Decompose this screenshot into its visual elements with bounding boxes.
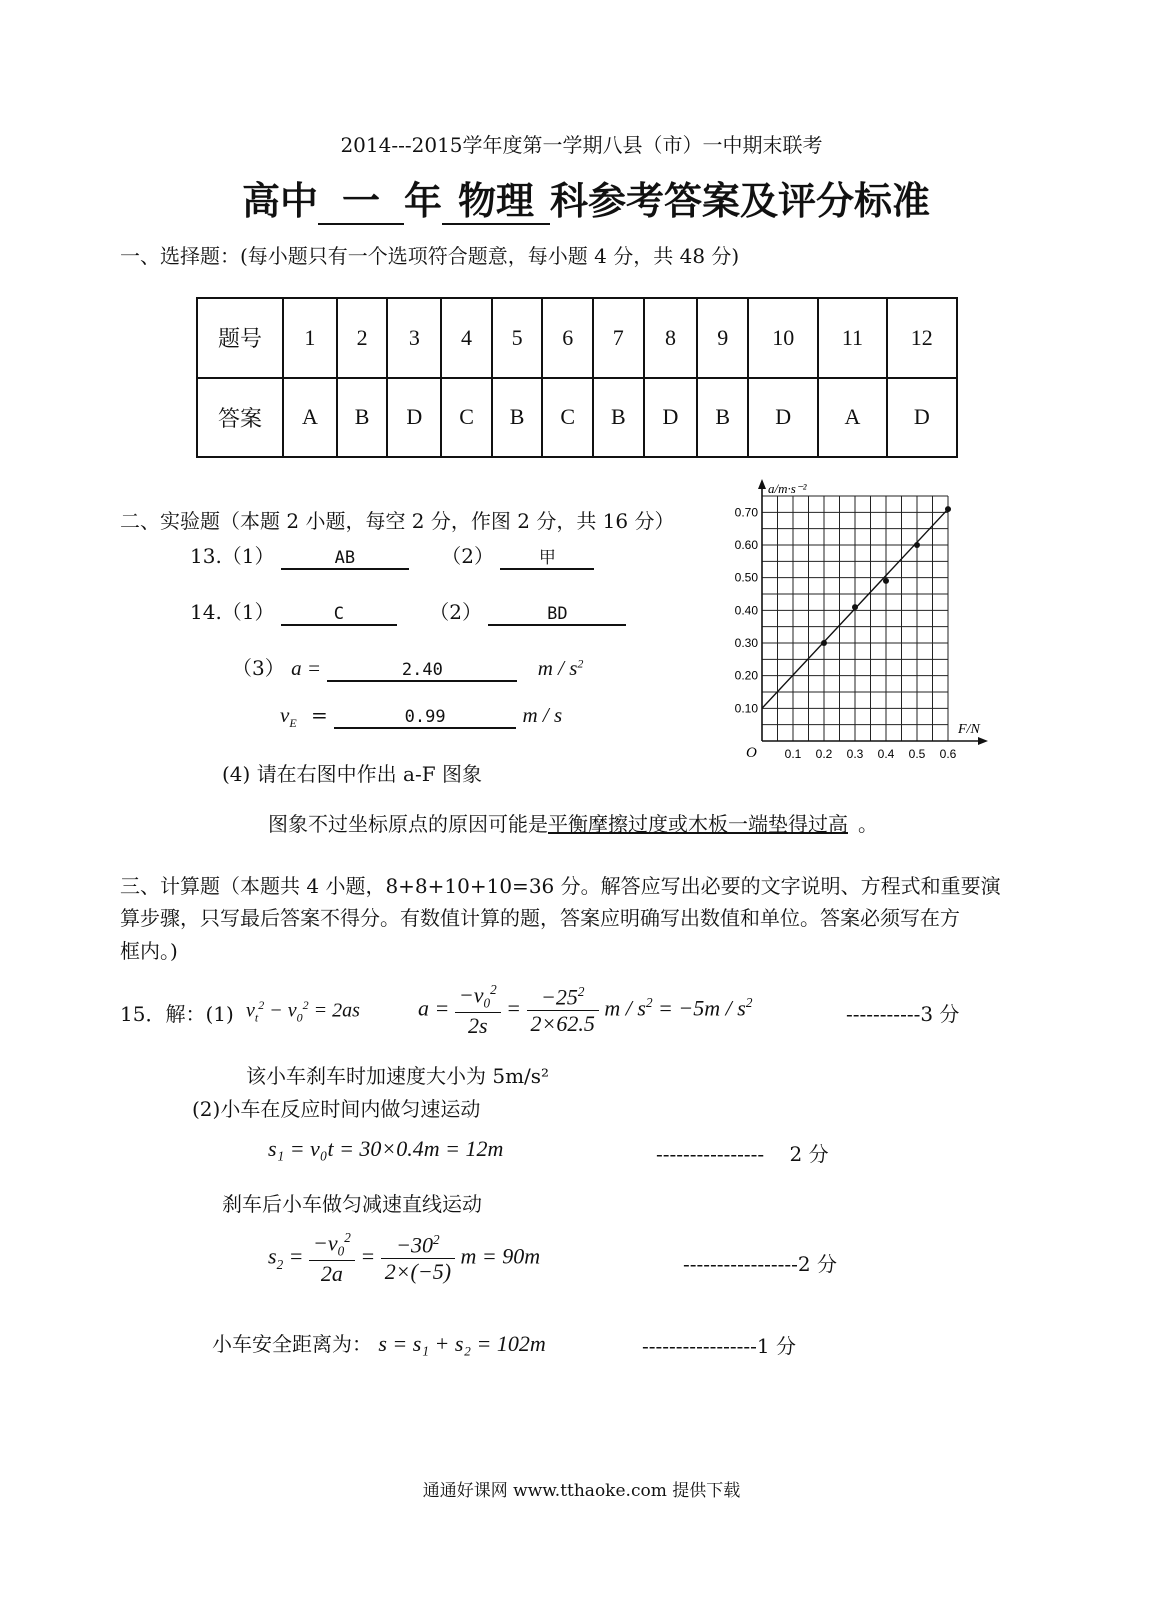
data-point xyxy=(945,506,951,512)
q14-label2: （2） xyxy=(429,600,482,624)
table-cell: 5 xyxy=(492,298,543,378)
data-point xyxy=(883,578,889,584)
q15-safe-formula: s = s₁ + s₂ = 102m xyxy=(378,1331,546,1356)
ve-var: v xyxy=(280,703,290,727)
ve-sub: E xyxy=(289,716,297,730)
y-tick-label: 0.20 xyxy=(734,668,758,683)
q15-safe-line xyxy=(212,1328,546,1357)
section3-heading-line3: 框内。) xyxy=(120,939,178,963)
q15-score1: -----------3 分 xyxy=(846,1002,960,1026)
q13-label2: （2） xyxy=(441,544,494,568)
q13-line xyxy=(190,540,594,570)
reason-prefix: 图象不过坐标原点的原因可能是 xyxy=(268,812,548,836)
data-point xyxy=(852,604,858,610)
section1-heading: 一、选择题：(每小题只有一个选项符合题意，每小题 4 分，共 48 分) xyxy=(120,244,740,268)
q15-score3: -----------------2 分 xyxy=(683,1252,837,1276)
q14-4-line: (4) 请在右图中作出 a-F 图象 xyxy=(222,762,482,786)
reason-line xyxy=(268,808,878,837)
data-point xyxy=(914,542,920,548)
section3-heading-line2: 算步骤，只写最后答案不得分。有数值计算的题，答案应明确写出数值和单位。答案必须写在方 xyxy=(120,906,960,930)
q13-answer2: 甲 xyxy=(500,549,594,570)
y-axis-label: a/m·s⁻² xyxy=(768,481,807,496)
table-cell: 7 xyxy=(593,298,644,378)
q14-3-unit-exp: 2 xyxy=(577,656,584,671)
answer-table xyxy=(196,297,958,458)
title-prefix: 高中 xyxy=(242,179,319,223)
x-tick-label: 0.2 xyxy=(815,747,833,761)
ve-eq: = xyxy=(311,703,328,727)
y-tick-label: 0.70 xyxy=(734,505,758,520)
q14-3-value: 2.40 xyxy=(327,661,517,682)
q14-answer2: BD xyxy=(488,605,626,626)
q15-s1: s₁ = v₀t = 30×0.4m = 12m xyxy=(268,1136,504,1161)
y-tick-label: 0.40 xyxy=(734,603,758,618)
section3-heading-line1: 三、计算题（本题共 4 小题，8+8+10+10=36 分。解答应写出必要的文字说明、方程式和重要演 xyxy=(120,874,1001,898)
q14-3-label: （3） xyxy=(232,656,285,680)
table-cell: 2 xyxy=(337,298,388,378)
q15-formula-2: a = $\frac{-v_0^2}{2s}$ = $\frac{-25^2}{2\times 62.5}$ $m / s^2 = -5m / s^2$ xyxy=(418,982,753,1038)
y-axis-arrow xyxy=(758,479,766,489)
table-cell: C xyxy=(542,378,593,458)
q14-ve-line xyxy=(280,703,562,731)
q15-safe-label: 小车安全距离为： xyxy=(212,1332,372,1356)
q14-answer1: C xyxy=(281,605,397,626)
exam-subtitle: 2014---2015学年度第一学期八县（市）一中期末联考 xyxy=(340,133,823,157)
x-tick-label: 0.3 xyxy=(846,747,864,761)
q14-line xyxy=(190,596,626,626)
table-cell: 6 xyxy=(542,298,593,378)
origin-label: O xyxy=(746,745,757,761)
table-cell: 4 xyxy=(441,298,492,378)
table-row xyxy=(197,298,957,378)
table-cell: B xyxy=(697,378,748,458)
q14-3-unit: m / s xyxy=(537,656,578,680)
x-tick-label: 0.4 xyxy=(877,747,895,761)
q15-part3: 刹车后小车做匀减速直线运动 xyxy=(222,1192,482,1216)
y-tick-label: 0.10 xyxy=(734,701,758,716)
ve-value: 0.99 xyxy=(334,708,516,729)
section2-heading: 二、实验题（本题 2 小题，每空 2 分，作图 2 分，共 16 分） xyxy=(120,509,675,533)
q15-part2: (2)小车在反应时间内做匀速运动 xyxy=(192,1097,481,1121)
x-axis-arrow xyxy=(978,737,988,745)
x-tick-label: 0.6 xyxy=(939,747,957,761)
q13-answer1: AB xyxy=(281,549,409,570)
y-tick-label: 0.50 xyxy=(734,570,758,585)
table-cell: 9 xyxy=(697,298,748,378)
x-tick-label: 0.1 xyxy=(784,747,802,761)
q15-s2-formula: $s_2$ = $\frac{-v_0^2}{2a}$ = $\frac{-30^2}{2\times(-5)}$ m = 90m xyxy=(268,1230,541,1286)
table-cell: B xyxy=(593,378,644,458)
title-blank-grade: 一 xyxy=(318,181,404,225)
table-cell: D xyxy=(644,378,698,458)
q15-note1: 该小车刹车时加速度大小为 5m/s² xyxy=(246,1064,550,1088)
q15-score4: -----------------1 分 xyxy=(642,1334,796,1358)
y-tick-label: 0.60 xyxy=(734,538,758,552)
table-cell: D xyxy=(887,378,957,458)
row-label-answer: 答案 xyxy=(197,378,283,458)
footer-credit: 通通好课网 www.tthaoke.com 提供下载 xyxy=(422,1481,741,1501)
y-tick-label: 0.30 xyxy=(734,636,758,650)
table-cell: 1 xyxy=(283,298,337,378)
table-row xyxy=(197,378,957,458)
table-cell: 8 xyxy=(644,298,698,378)
q13-label: 13.（1） xyxy=(190,544,275,568)
title-suffix: 科参考答案及评分标准 xyxy=(550,179,931,223)
table-cell: B xyxy=(492,378,543,458)
table-cell: B xyxy=(337,378,388,458)
table-cell: C xyxy=(441,378,492,458)
row-label-number: 题号 xyxy=(197,298,283,378)
page-title xyxy=(242,170,930,225)
table-cell: D xyxy=(748,378,818,458)
reason-answer: 平衡摩擦过度或木板一端垫得过高 xyxy=(548,812,848,836)
reason-suffix: 。 xyxy=(858,812,878,836)
table-cell: 11 xyxy=(818,298,886,378)
q15-score2: ---------------- 2 分 xyxy=(656,1142,829,1166)
ve-unit: m / s xyxy=(522,703,563,727)
q14-label: 14.（1） xyxy=(190,600,275,624)
table-cell: A xyxy=(283,378,337,458)
table-cell: 10 xyxy=(748,298,818,378)
q15-formula-1: $v_t^2 - v_0^2 = 2as$ xyxy=(246,998,360,1025)
q14-3-line xyxy=(232,652,583,682)
q15-label: 15．解：(1) xyxy=(120,1002,234,1026)
table-cell: A xyxy=(818,378,886,458)
table-cell: 3 xyxy=(387,298,441,378)
data-point xyxy=(821,640,827,646)
x-tick-label: 0.5 xyxy=(908,747,926,761)
x-axis-label: F/N xyxy=(958,722,980,737)
q14-3-var: a = xyxy=(291,656,322,680)
table-cell: D xyxy=(387,378,441,458)
title-blank-subject: 物理 xyxy=(442,181,550,225)
title-mid: 年 xyxy=(404,179,443,223)
a-f-chart xyxy=(718,475,1008,775)
table-cell: 12 xyxy=(887,298,957,378)
